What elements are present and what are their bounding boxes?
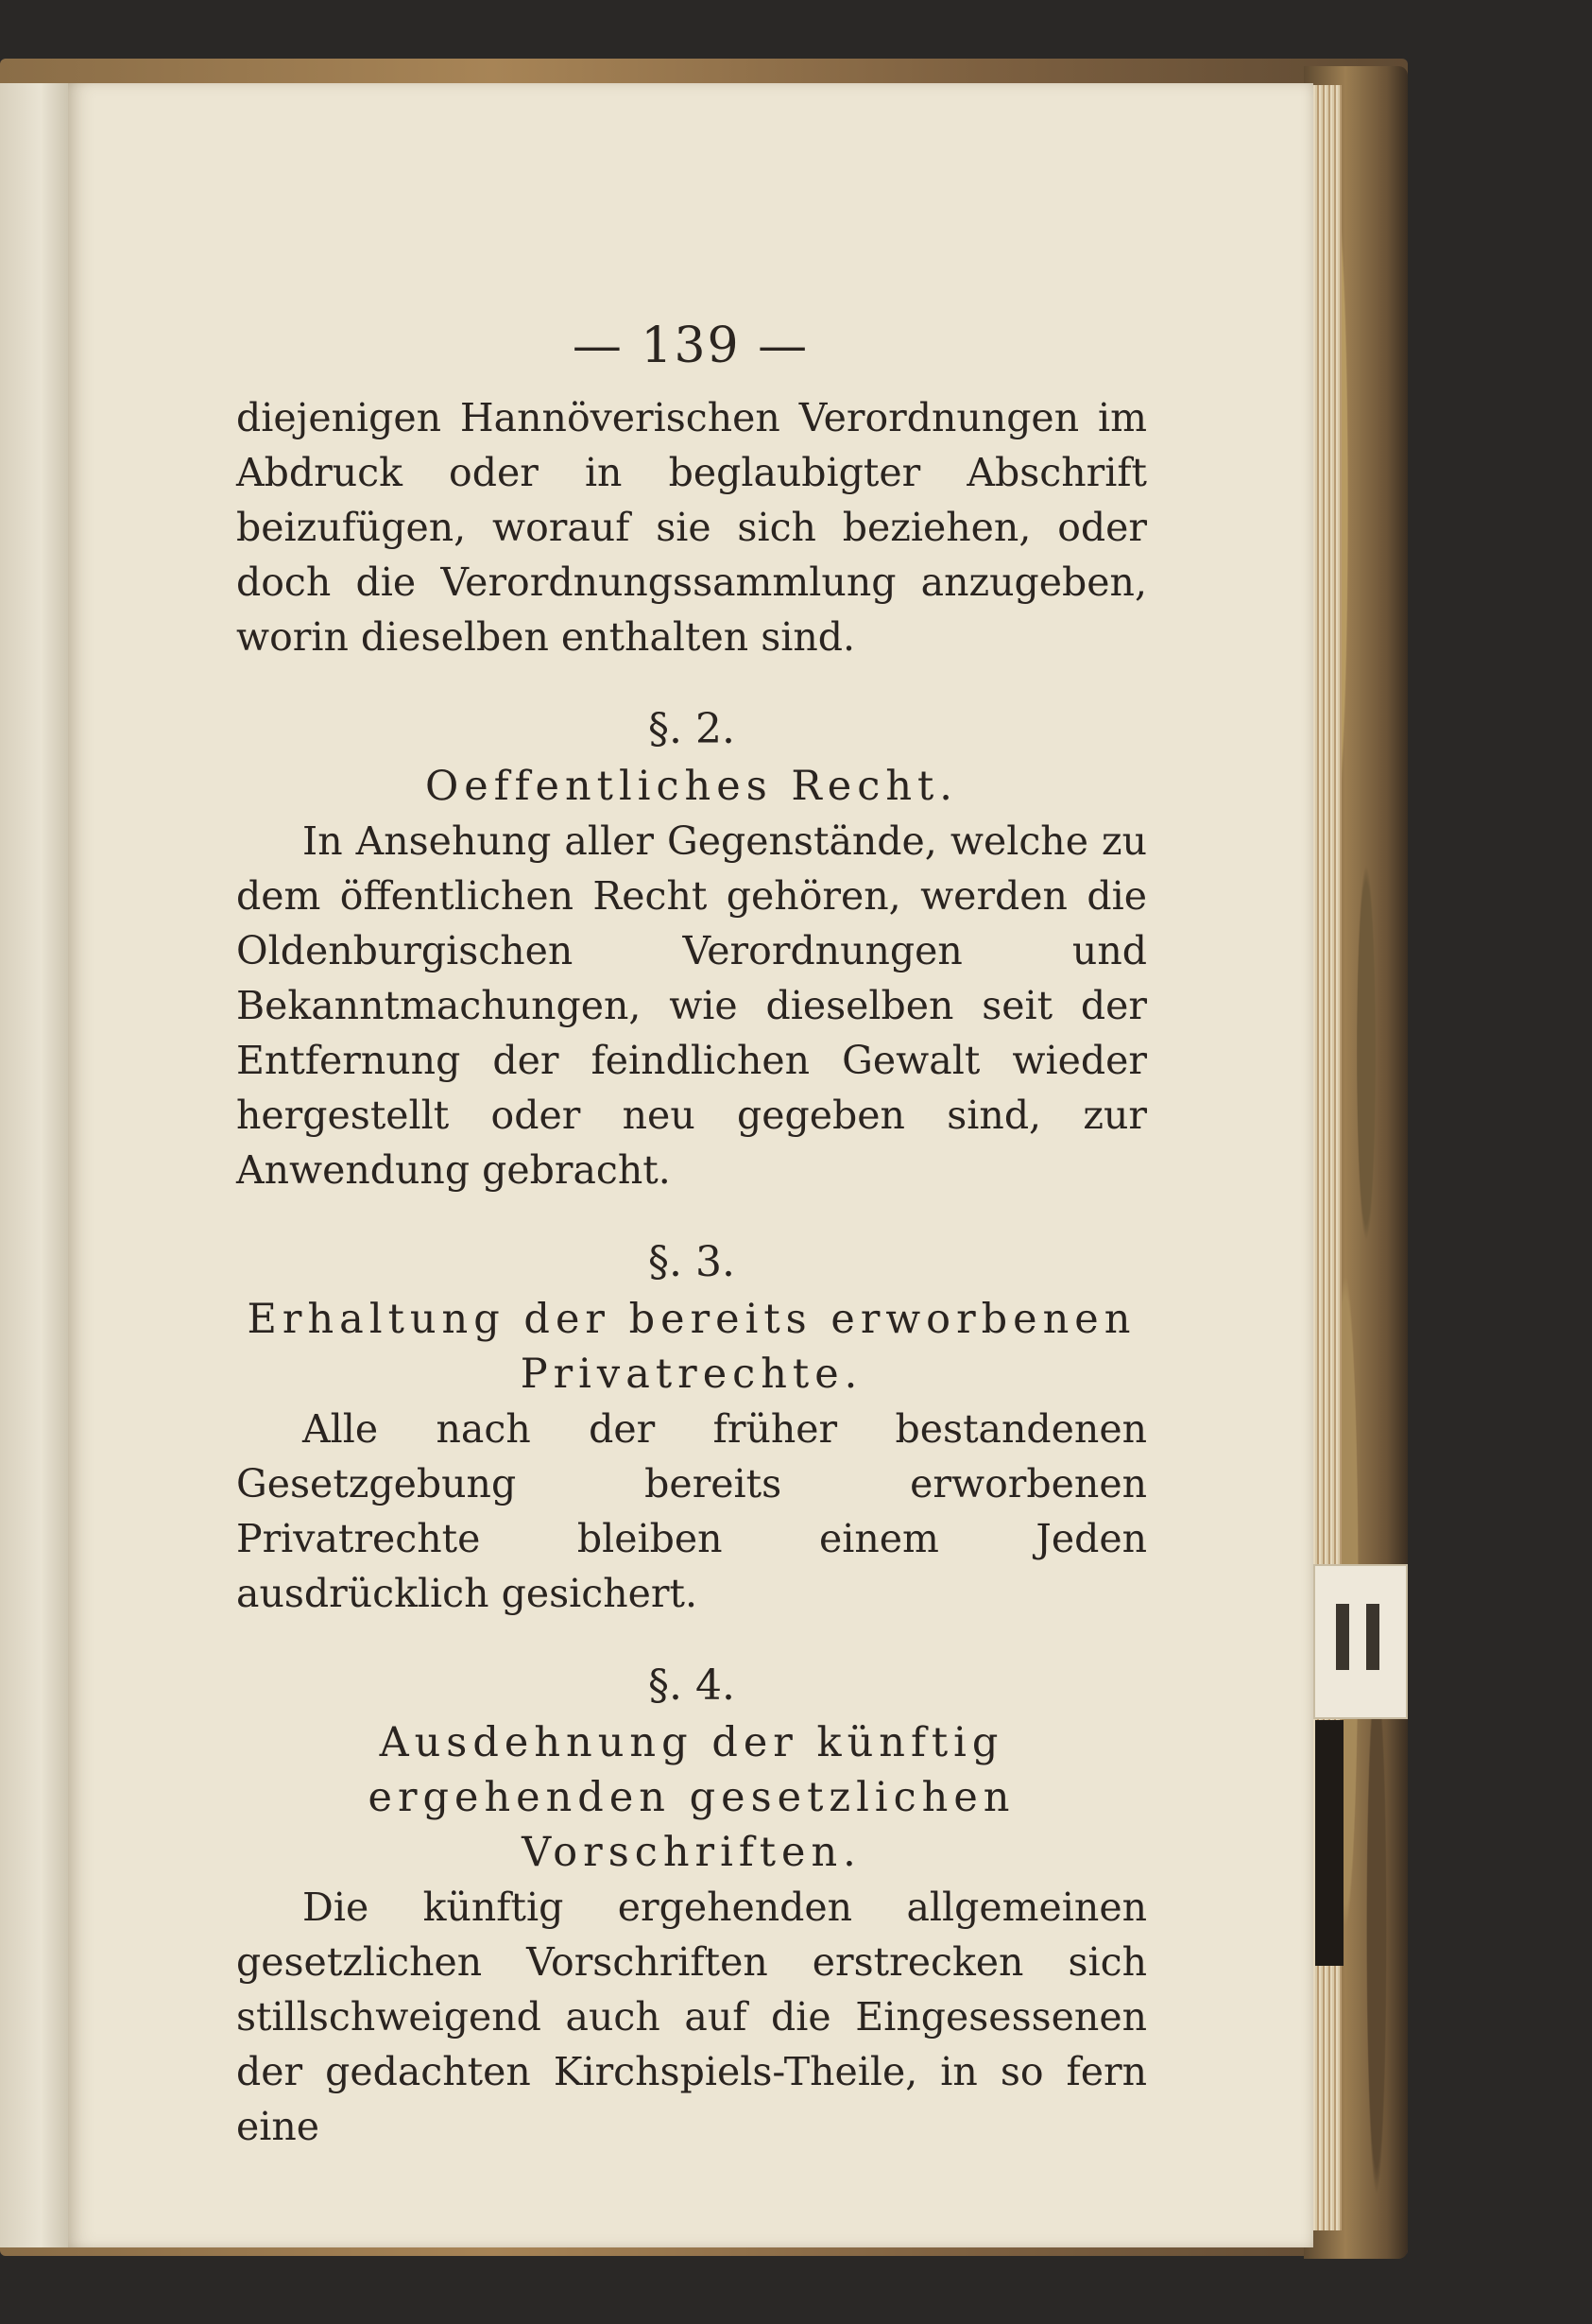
section-text-2: In Ansehung aller Gegenstände, welche zu dem öffentlichen Recht gehören, werden die Oldenburgischen Verordnungen und Bekanntmachungen, wie dieselben seit der Entfernung der feindlichen Gewalt wieder hergestellt oder neu gegeben sind, zur Anwendung gebracht.: [236, 818, 1147, 1193]
page-text: [236, 390, 1147, 2154]
section-text-4: Die künftig ergehenden allgemeinen gesetzlichen Vorschriften erstrecken sich stillschweigend auch auf die Eingesessenen der gedachten Kirchspiels-Theile, in so fern eine: [236, 1885, 1147, 2149]
page-number: — 139 —: [572, 318, 810, 374]
section-title-3: Erhaltung der bereits erworbenen Privatrechte.: [247, 1296, 1137, 1398]
section-number-3: §. 3.: [648, 1238, 735, 1286]
tab-shadow: [1315, 1720, 1344, 1966]
book-page: [68, 83, 1313, 2247]
section-title-2: Oeffentliches Recht.: [425, 763, 958, 810]
section-title-4: Ausdehnung der künftig ergehenden gesetzlichen Vorschriften.: [368, 1719, 1016, 1876]
facing-page-edge: [0, 83, 68, 2247]
intro-paragraph: diejenigen Hannöverischen Verordnungen im Abdruck oder in beglaubigter Abschrift beizufügen, worauf sie sich beziehen, oder doch die Verordnungssammlung anzugeben, worin dieselben enthalten sind.: [236, 395, 1147, 660]
bookmark-tab: [1313, 1564, 1408, 1719]
section-number-2: §. 2.: [648, 705, 735, 753]
section-text-3: Alle nach der früher bestandenen Gesetzgebung bereits erworbenen Privatrechte bleiben einem Jeden ausdrücklich gesichert.: [236, 1406, 1147, 1616]
section-number-4: §. 4.: [648, 1661, 735, 1710]
